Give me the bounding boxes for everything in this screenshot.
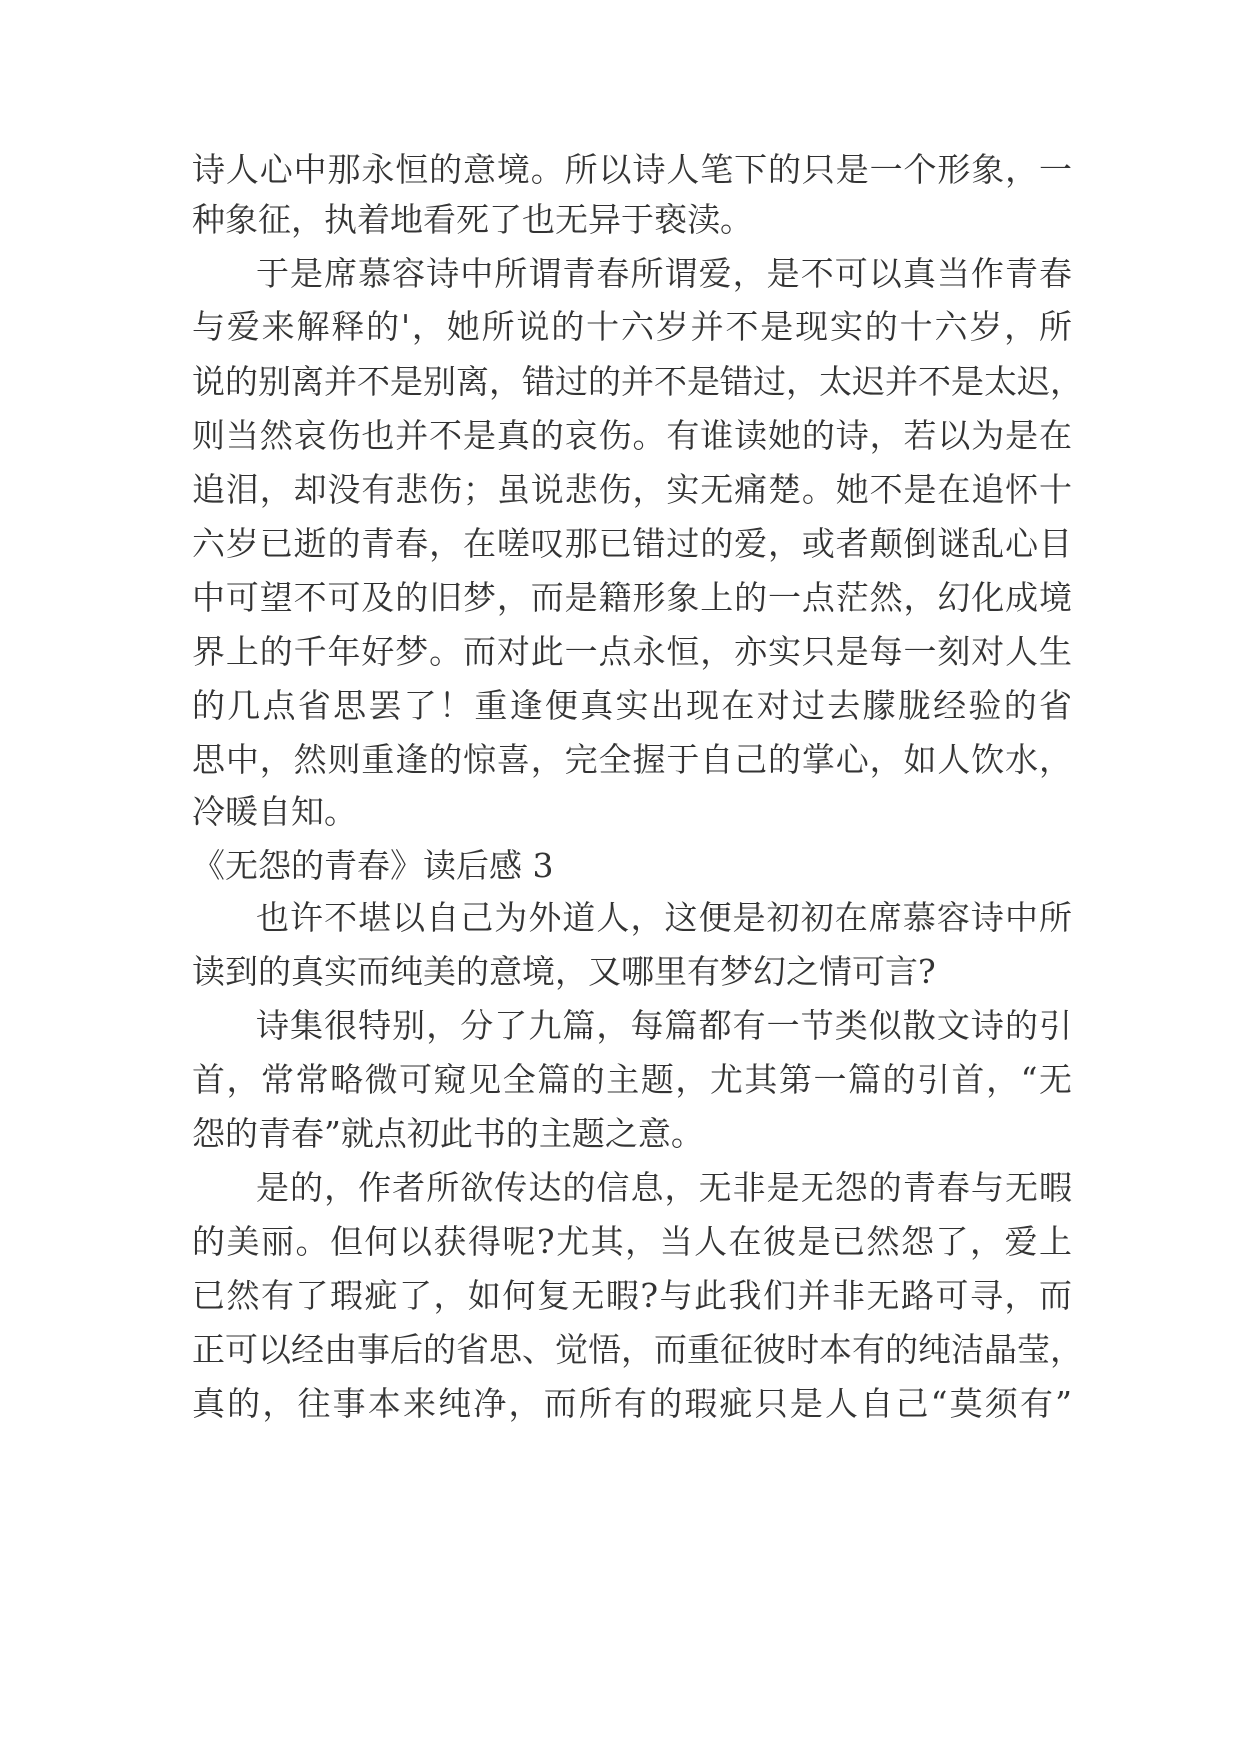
text-line: 已然有了瑕疵了，如何复无暇?与此我们并非无路可寻，而	[192, 1276, 1072, 1315]
text-line: 正可以经由事后的省思、觉悟，而重征彼时本有的纯洁晶莹，	[192, 1330, 1083, 1369]
text-line: 冷暖自知。	[192, 792, 357, 831]
text-line: 的美丽。但何以获得呢?尤其，当人在彼是已然怨了，爱上	[192, 1222, 1072, 1261]
text-line: 种象征，执着地看死了也无异于亵渎。	[192, 200, 753, 239]
text-line: 诗人心中那永恒的意境。所以诗人笔下的只是一个形象，一	[192, 150, 1072, 189]
text-line: 思中，然则重逢的惊喜，完全握于自己的掌心，如人饮水，	[192, 740, 1072, 779]
paragraph-first-line: 诗集很特别，分了九篇，每篇都有一节类似散文诗的引	[256, 1006, 1072, 1045]
paragraph-first-line: 是的，作者所欲传达的信息，无非是无怨的青春与无暇	[256, 1168, 1072, 1207]
text-line: 界上的千年好梦。而对此一点永恒，亦实只是每一刻对人生	[192, 632, 1072, 671]
text-line: 真的，往事本来纯净，而所有的瑕疵只是人自己“莫须有”	[192, 1384, 1072, 1423]
text-line: 中可望不可及的旧梦，而是籍形象上的一点茫然，幻化成境	[192, 578, 1072, 617]
section-heading: 《无怨的青春》读后感 3	[192, 846, 554, 885]
text-line: 读到的真实而纯美的意境，又哪里有梦幻之情可言?	[192, 952, 936, 991]
text-line: 的几点省思罢了！重逢便真实出现在对过去朦胧经验的省	[192, 686, 1072, 725]
text-line: 怨的青春”就点初此书的主题之意。	[192, 1114, 704, 1153]
text-line: 追泪，却没有悲伤；虽说悲伤，实无痛楚。她不是在追怀十	[192, 470, 1072, 509]
paragraph-first-line: 也许不堪以自己为外道人，这便是初初在席慕容诗中所	[256, 898, 1072, 937]
paragraph-first-line: 于是席慕容诗中所谓青春所谓爱，是不可以真当作青春	[256, 254, 1072, 293]
text-line: 与爱来解释的'，她所说的十六岁并不是现实的十六岁，所	[192, 307, 1072, 346]
text-line: 首，常常略微可窥见全篇的主题，尤其第一篇的引首，“无	[192, 1060, 1072, 1099]
text-line: 六岁已逝的青春，在嗟叹那已错过的爱，或者颠倒谜乱心目	[192, 524, 1072, 563]
text-line: 说的别离并不是别离，错过的并不是错过，太迟并不是太迟，	[192, 362, 1083, 401]
text-line: 则当然哀伤也并不是真的哀伤。有谁读她的诗，若以为是在	[192, 416, 1072, 455]
